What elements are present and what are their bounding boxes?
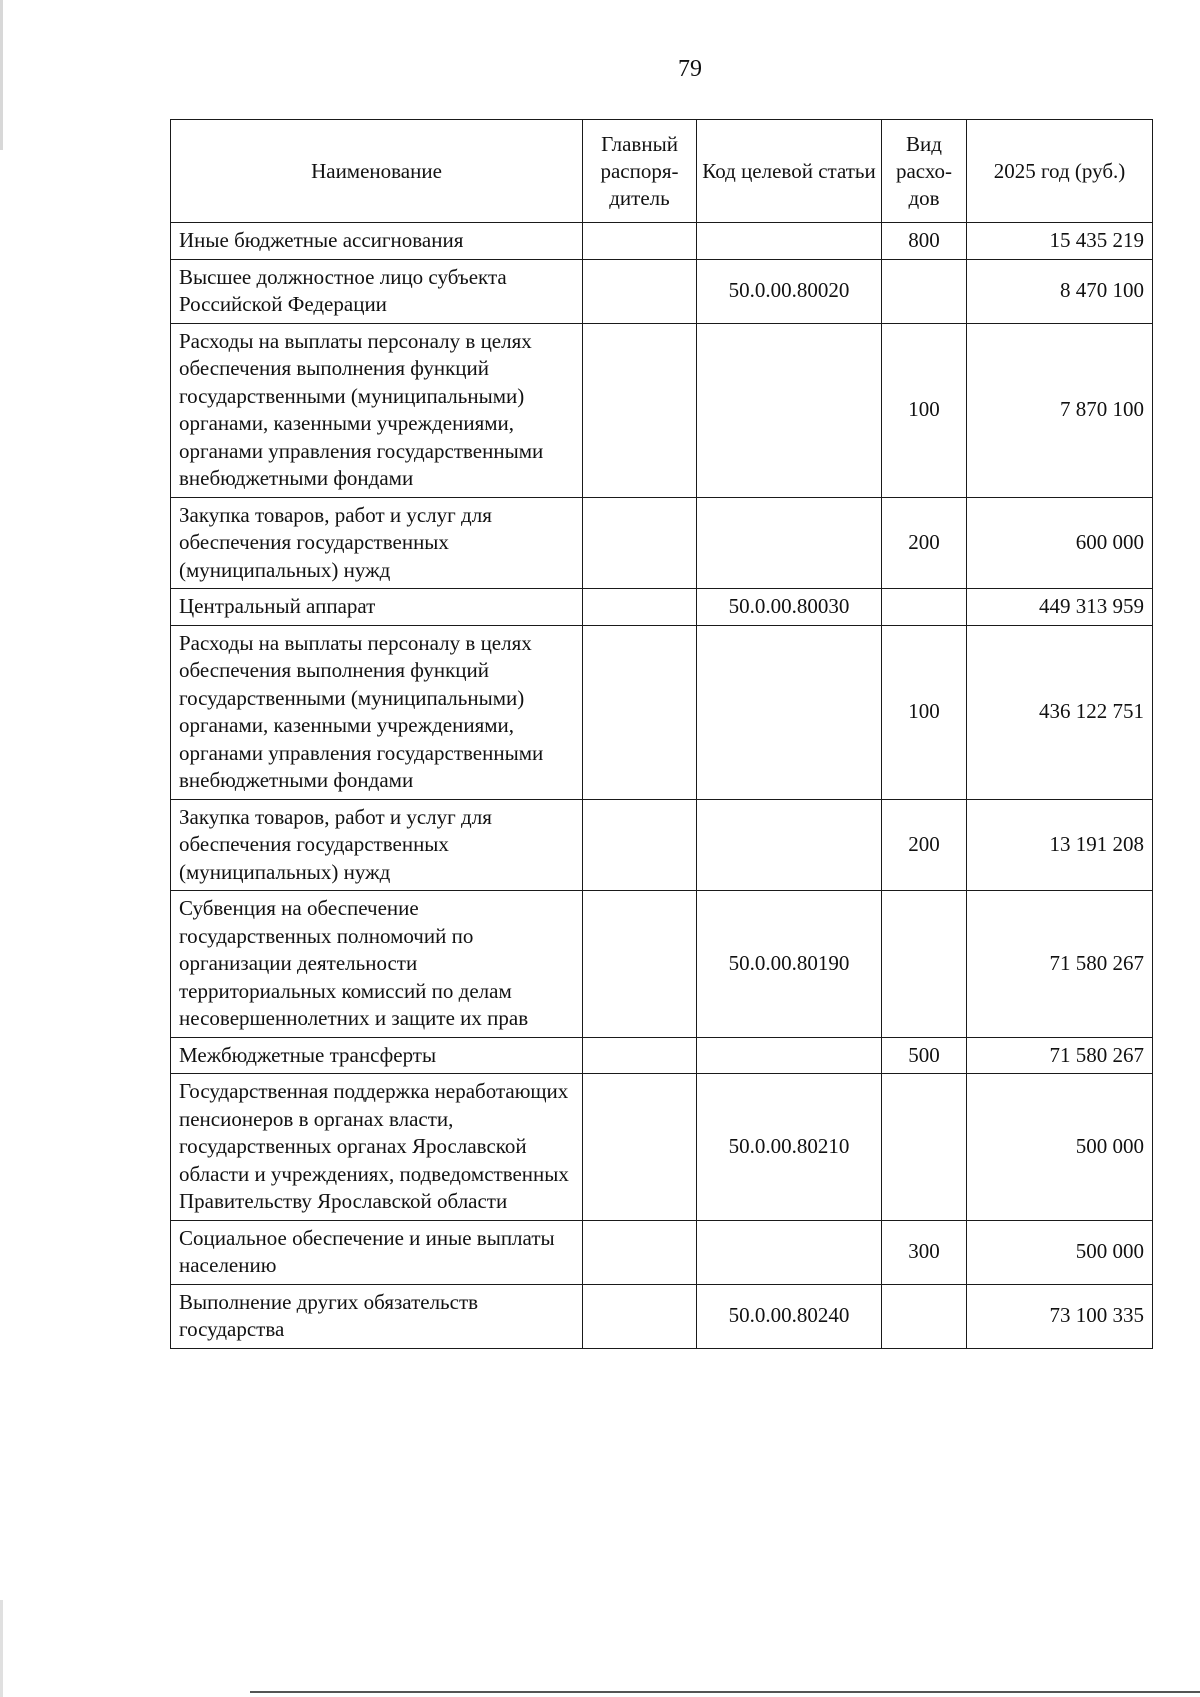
row-name: Иные бюджетные ассигнования bbox=[171, 223, 583, 260]
row-code: 50.0.00.80190 bbox=[697, 891, 882, 1038]
row-name: Закупка товаров, работ и услуг для обеспечения государственных (муниципальных) нужд bbox=[171, 497, 583, 589]
table-row bbox=[171, 589, 1153, 626]
row-gr bbox=[583, 1074, 697, 1221]
row-vid: 200 bbox=[882, 497, 967, 589]
scan-edge bbox=[0, 0, 3, 150]
row-vid bbox=[882, 259, 967, 323]
row-gr bbox=[583, 1284, 697, 1348]
row-name: Высшее должностное лицо субъекта Российской Федерации bbox=[171, 259, 583, 323]
header-sum-label: 2025 год (руб.) bbox=[993, 158, 1126, 183]
row-vid bbox=[882, 1074, 967, 1221]
row-vid bbox=[882, 891, 967, 1038]
row-code bbox=[697, 799, 882, 891]
row-sum: 500 000 bbox=[967, 1220, 1153, 1284]
table-row bbox=[171, 1220, 1153, 1284]
header-code-label: Код целевой статьи bbox=[702, 158, 876, 183]
table-row bbox=[171, 799, 1153, 891]
table-row bbox=[171, 497, 1153, 589]
row-gr bbox=[583, 1220, 697, 1284]
row-sum: 449 313 959 bbox=[967, 589, 1153, 626]
header-vid bbox=[882, 120, 967, 223]
row-code: 50.0.00.80030 bbox=[697, 589, 882, 626]
row-sum: 8 470 100 bbox=[967, 259, 1153, 323]
row-gr bbox=[583, 891, 697, 1038]
row-gr bbox=[583, 223, 697, 260]
row-vid: 100 bbox=[882, 323, 967, 497]
table-row bbox=[171, 223, 1153, 260]
header-vid-label: Вид расхо-дов bbox=[895, 131, 953, 210]
row-sum: 13 191 208 bbox=[967, 799, 1153, 891]
row-name: Выполнение других обязательств государства bbox=[171, 1284, 583, 1348]
bottom-rule bbox=[250, 1691, 1200, 1693]
row-gr bbox=[583, 259, 697, 323]
row-code: 50.0.00.80020 bbox=[697, 259, 882, 323]
row-sum: 436 122 751 bbox=[967, 625, 1153, 799]
header-gr bbox=[583, 120, 697, 223]
row-vid: 200 bbox=[882, 799, 967, 891]
budget-table bbox=[170, 119, 1153, 1349]
row-code bbox=[697, 323, 882, 497]
row-code bbox=[697, 223, 882, 260]
row-code bbox=[697, 1220, 882, 1284]
row-sum: 600 000 bbox=[967, 497, 1153, 589]
row-name: Расходы на выплаты персоналу в целях обеспечения выполнения функций государственными (муниципальными) органами, казенными учреждениями, органами управления государственными внебюджетными фондами bbox=[171, 625, 583, 799]
table-row bbox=[171, 1037, 1153, 1074]
row-vid bbox=[882, 589, 967, 626]
table-row bbox=[171, 891, 1153, 1038]
row-code: 50.0.00.80210 bbox=[697, 1074, 882, 1221]
row-name: Межбюджетные трансферты bbox=[171, 1037, 583, 1074]
header-name: Наименование bbox=[171, 120, 583, 223]
page-number: 79 bbox=[678, 56, 702, 82]
row-gr bbox=[583, 497, 697, 589]
row-gr bbox=[583, 799, 697, 891]
scan-edge-bottom bbox=[0, 1600, 3, 1697]
table-row bbox=[171, 323, 1153, 497]
row-sum: 73 100 335 bbox=[967, 1284, 1153, 1348]
row-sum: 71 580 267 bbox=[967, 1037, 1153, 1074]
header-row bbox=[171, 120, 1153, 223]
header-code bbox=[697, 120, 882, 223]
row-code bbox=[697, 625, 882, 799]
row-code: 50.0.00.80240 bbox=[697, 1284, 882, 1348]
row-sum: 500 000 bbox=[967, 1074, 1153, 1221]
row-name: Социальное обеспечение и иные выплаты населению bbox=[171, 1220, 583, 1284]
table-row bbox=[171, 1074, 1153, 1221]
row-code bbox=[697, 497, 882, 589]
row-name: Субвенция на обеспечение государственных полномочий по организации деятельности территориальных комиссий по делам несовершеннолетних и защите их прав bbox=[171, 891, 583, 1038]
table-row bbox=[171, 259, 1153, 323]
row-code bbox=[697, 1037, 882, 1074]
row-vid: 800 bbox=[882, 223, 967, 260]
row-vid: 300 bbox=[882, 1220, 967, 1284]
header-sum bbox=[967, 120, 1153, 223]
row-sum: 7 870 100 bbox=[967, 323, 1153, 497]
header-gr-label: Главный распоря-дитель bbox=[600, 131, 679, 210]
row-name: Центральный аппарат bbox=[171, 589, 583, 626]
row-vid: 500 bbox=[882, 1037, 967, 1074]
row-name: Закупка товаров, работ и услуг для обеспечения государственных (муниципальных) нужд bbox=[171, 799, 583, 891]
row-gr bbox=[583, 323, 697, 497]
row-sum: 71 580 267 bbox=[967, 891, 1153, 1038]
row-name: Расходы на выплаты персоналу в целях обеспечения выполнения функций государственными (муниципальными) органами, казенными учреждениями, органами управления государственными внебюджетными фондами bbox=[171, 323, 583, 497]
table-row bbox=[171, 1284, 1153, 1348]
row-vid: 100 bbox=[882, 625, 967, 799]
row-vid bbox=[882, 1284, 967, 1348]
row-gr bbox=[583, 1037, 697, 1074]
row-gr bbox=[583, 625, 697, 799]
row-name: Государственная поддержка неработающих пенсионеров в органах власти, государственных органах Ярославской области и учреждениях, подведомственных Правительству Ярославской области bbox=[171, 1074, 583, 1221]
row-sum: 15 435 219 bbox=[967, 223, 1153, 260]
table-row bbox=[171, 625, 1153, 799]
row-gr bbox=[583, 589, 697, 626]
